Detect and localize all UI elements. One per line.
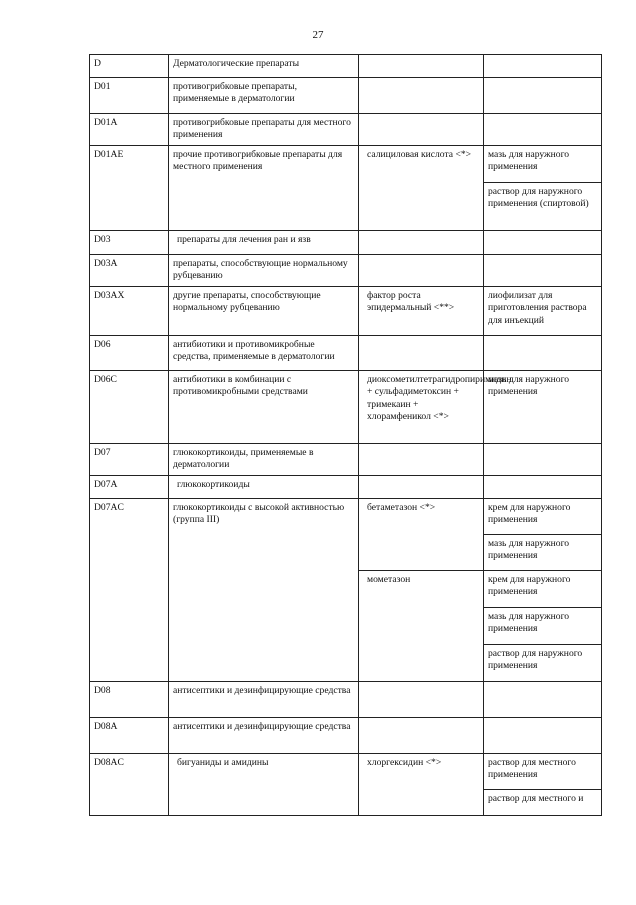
atc-code-cell: D01AE <box>90 146 169 231</box>
atc-code-cell: D <box>90 55 169 78</box>
substance-cell <box>359 682 484 718</box>
atc-code-cell: D07 <box>90 444 169 476</box>
dosage-form-cell <box>484 55 602 78</box>
table-row <box>90 371 602 444</box>
substance-cell <box>359 718 484 754</box>
substance-cell <box>359 231 484 255</box>
dosage-form-cell: крем для наружного применения <box>484 499 602 535</box>
table-row <box>90 444 602 476</box>
dosage-form-cell: крем для наружного применения <box>484 571 602 608</box>
dosage-form-cell: лиофилизат для приготовления раствора для инъекций <box>484 287 602 336</box>
table-row <box>90 146 602 183</box>
substance-cell: салициловая кислота <*> <box>359 146 484 231</box>
dosage-form-cell: раствор для местного и <box>484 790 602 816</box>
atc-code-cell: D03A <box>90 255 169 287</box>
dosage-form-cell <box>484 682 602 718</box>
substance-cell: фактор роста эпидермальный <**> <box>359 287 484 336</box>
atc-code-cell: D01A <box>90 114 169 146</box>
substance-cell <box>359 55 484 78</box>
dosage-form-cell: мазь для наружного применения <box>484 146 602 183</box>
substance-cell: диоксометилтетрагидропиримидин + сульфадиметоксин + тримекаин + хлорамфеникол <*> <box>359 371 484 444</box>
table-row <box>90 231 602 255</box>
table-row <box>90 114 602 146</box>
substance-cell <box>359 476 484 499</box>
dosage-form-cell: раствор для наружного применения (спиртовой) <box>484 183 602 231</box>
atc-group-cell: глюкокортикоиды, применяемые в дерматологии <box>169 444 359 476</box>
dosage-form-cell <box>484 231 602 255</box>
atc-group-cell: антисептики и дезинфицирующие средства <box>169 718 359 754</box>
atc-group-cell: противогрибковые препараты, применяемые в дерматологии <box>169 78 359 114</box>
table-row <box>90 78 602 114</box>
atc-group-cell: антисептики и дезинфицирующие средства <box>169 682 359 718</box>
drug-classification-table <box>89 54 602 816</box>
atc-code-cell: D06 <box>90 336 169 371</box>
page-number: 27 <box>312 29 324 41</box>
atc-group-cell: бигуаниды и амидины <box>169 754 359 816</box>
substance-cell: хлоргексидин <*> <box>359 754 484 816</box>
atc-group-cell: антибиотики и противомикробные средства, применяемые в дерматологии <box>169 336 359 371</box>
dosage-form-cell <box>484 444 602 476</box>
substance-cell: мометазон <box>359 571 484 682</box>
atc-code-cell: D08A <box>90 718 169 754</box>
atc-code-cell: D07A <box>90 476 169 499</box>
table-row <box>90 287 602 336</box>
atc-code-cell: D08 <box>90 682 169 718</box>
dosage-form-cell <box>484 476 602 499</box>
atc-group-cell: другие препараты, способствующие нормальному рубцеванию <box>169 287 359 336</box>
atc-code-cell: D03AX <box>90 287 169 336</box>
substance-cell <box>359 114 484 146</box>
atc-group-cell: препараты для лечения ран и язв <box>169 231 359 255</box>
atc-group-cell: глюкокортикоиды <box>169 476 359 499</box>
dosage-form-cell: раствор для местного применения <box>484 754 602 790</box>
substance-cell <box>359 78 484 114</box>
table-row <box>90 754 602 790</box>
table-row <box>90 682 602 718</box>
dosage-form-cell <box>484 78 602 114</box>
substance-cell <box>359 336 484 371</box>
atc-code-cell: D03 <box>90 231 169 255</box>
dosage-form-cell: мазь для наружного применения <box>484 608 602 645</box>
substance-cell <box>359 444 484 476</box>
atc-group-cell: прочие противогрибковые препараты для местного применения <box>169 146 359 231</box>
atc-group-cell: глюкокортикоиды с высокой активностью (группа III) <box>169 499 359 682</box>
dosage-form-cell <box>484 114 602 146</box>
atc-group-cell: препараты, способствующие нормальному рубцеванию <box>169 255 359 287</box>
dosage-form-cell <box>484 718 602 754</box>
table-row <box>90 336 602 371</box>
table-row <box>90 476 602 499</box>
atc-code-cell: D07AC <box>90 499 169 682</box>
dosage-form-cell <box>484 336 602 371</box>
atc-code-cell: D08AC <box>90 754 169 816</box>
substance-cell: бетаметазон <*> <box>359 499 484 571</box>
table-row <box>90 499 602 535</box>
table-row <box>90 718 602 754</box>
atc-group-cell: антибиотики в комбинации с противомикробными средствами <box>169 371 359 444</box>
dosage-form-cell: мазь для наружного применения <box>484 535 602 571</box>
atc-code-cell: D01 <box>90 78 169 114</box>
dosage-form-cell: мазь для наружного применения <box>484 371 602 444</box>
table-row <box>90 55 602 78</box>
atc-code-cell: D06C <box>90 371 169 444</box>
atc-group-cell: противогрибковые препараты для местного применения <box>169 114 359 146</box>
substance-cell <box>359 255 484 287</box>
atc-group-cell: Дерматологические препараты <box>169 55 359 78</box>
table-row <box>90 255 602 287</box>
dosage-form-cell: раствор для наружного применения <box>484 645 602 682</box>
dosage-form-cell <box>484 255 602 287</box>
